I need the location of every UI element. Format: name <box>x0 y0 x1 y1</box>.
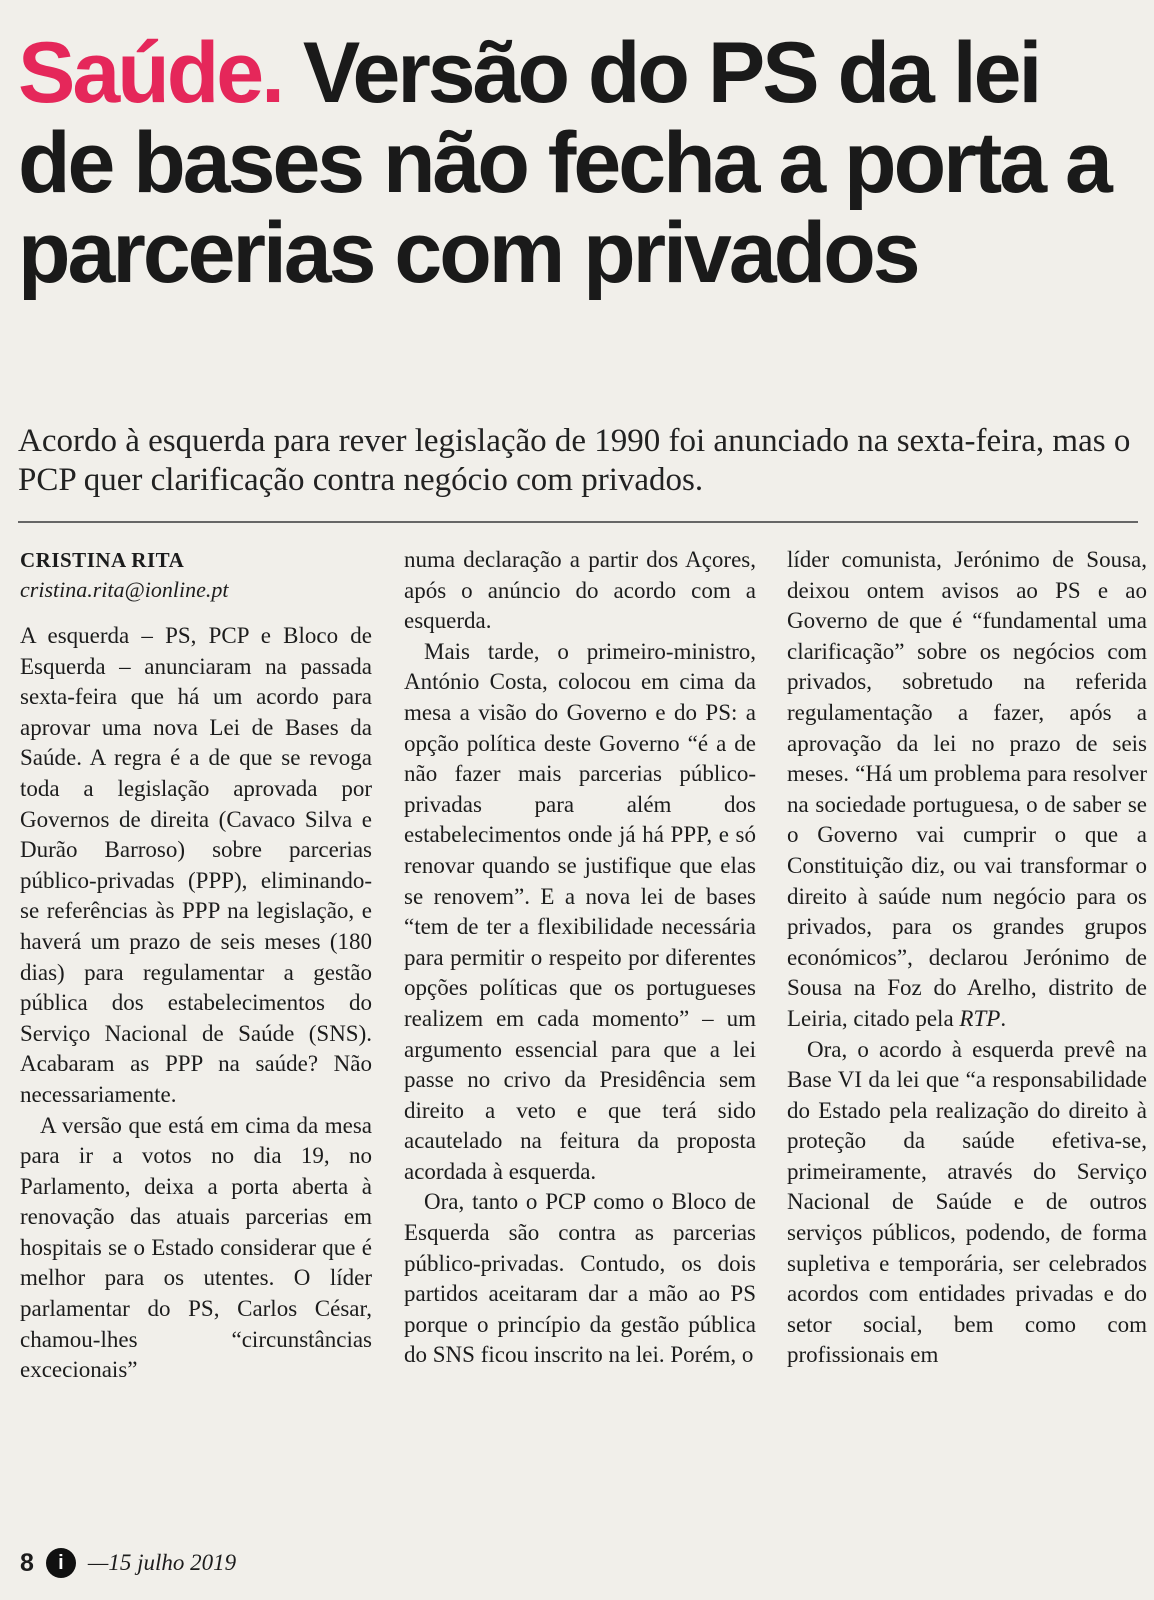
headline-title: Versão do PS da lei de bases não fecha a porta a parcerias com privados <box>18 25 1110 301</box>
article-paragraph-4: Ora, tanto o PCP como o Bloco de Esquerda são contra as parcerias público-privadas. Contudo, os dois partidos aceitaram dar a mão ao PS porque o princípio da gestão pública do SNS ficou inscrito na lei. Porém, o <box>404 1189 756 1368</box>
article-paragraph-2-continued: numa declaração a partir dos Açores, após o anúncio do acordo com a esquerda. <box>404 547 756 634</box>
article-paragraph-1: A esquerda – PS, PCP e Bloco de Esquerda – anunciaram na passada sexta-feira que há um acordo para aprovar uma nova Lei de Bases da Saúde. A regra é a de que se revoga toda a legislação aprovada por Governos de direita (Cavaco Silva e Durão Barroso) sobre parcerias público-privadas (PPP), eliminando-se referências às PPP na legislação, e haverá um prazo de seis meses (180 dias) para regulamentar a gestão pública dos estabelecimentos do Serviço Nacional de Saúde (SNS). Acabaram as PPP na saúde? Não necessariamente. <box>20 623 372 1107</box>
page-number: 8 <box>20 1548 34 1577</box>
headline-kicker: Saúde. <box>18 25 282 121</box>
page-footer <box>20 1545 236 1581</box>
article-paragraph-3: Mais tarde, o primeiro-ministro, António Costa, colocou em cima da mesa a visão do Governo e do PS: a opção política deste Governo “é a de não fazer mais parcerias público-privadas para além dos estabelecimentos onde já há PPP, e só renovar quando se justifique que elas se renovem”. E a nova lei de bases “tem de ter a flexibilidade necessária para permitir o respeito por diferentes opções políticas que os portugueses realizem em cada momento” – um argumento essencial para que a lei passe no crivo da Presidência sem direito a veto e que terá sido acautelado na feitura da proposta acordada à esquerda. <box>404 638 756 1184</box>
article-column-3 <box>787 545 1147 1371</box>
article-paragraph-5: Ora, o acordo à esquerda prevê na Base VI da lei que “a responsabilidade do Estado pela realização do direito à proteção da saúde efetiva-se, primeiramente, através do Serviço Nacional de Saúde e de outros serviços públicos, podendo, de forma supletiva e temporária, ser celebrados acordos com entidades privadas e do setor social, bem como com profissionais em <box>787 1036 1147 1368</box>
publication-date: —15 julho 2019 <box>87 1550 237 1575</box>
subheadline: Acordo à esquerda para rever legislação de 1990 foi anunciado na sexta-feira, mas o PCP quer clarificação contra negócio com privados. <box>18 423 1131 498</box>
article-paragraph-4-continued <box>787 545 1147 1035</box>
paragraph-text: líder comunista, Jerónimo de Sousa, deixou ontem avisos ao PS e ao Governo de que é “fundamental uma clarificação” sobre os negócios com privados, sobretudo na referida regulamentação a fazer, após a aprovação da lei no prazo de seis meses. “Há um problema para resolver na sociedade portuguesa, o de saber se o Governo vai cumprir o que a Constituição diz, ou vai transformar o direito à saúde num negócio para os privados, para os grandes grupos económicos”, declarou Jerónimo de Sousa na Foz do Arelho, distrito de Leiria, citado pela <box>787 547 1147 1031</box>
article-column-2 <box>404 545 756 1371</box>
article-column-1 <box>20 545 372 1386</box>
section-divider <box>18 521 1138 523</box>
source-rtp: RTP <box>959 1005 1001 1031</box>
headline <box>18 25 1143 301</box>
byline-email: cristina.rita@ionline.pt <box>20 577 229 602</box>
article-paragraph-2: A versão que está em cima da mesa para ir a votos no dia 19, no Parlamento, deixa a porta aberta à renovação das atuais parcerias em hospitais se o Estado considerar que é melhor para os utentes. O líder parlamentar do PS, Carlos César, chamou-lhes “circunstâncias excecionais” <box>20 1112 372 1383</box>
byline-author: CRISTINA RITA <box>20 548 185 572</box>
newspaper-logo-icon: i <box>46 1548 76 1578</box>
paragraph-end: . <box>1000 1005 1007 1031</box>
